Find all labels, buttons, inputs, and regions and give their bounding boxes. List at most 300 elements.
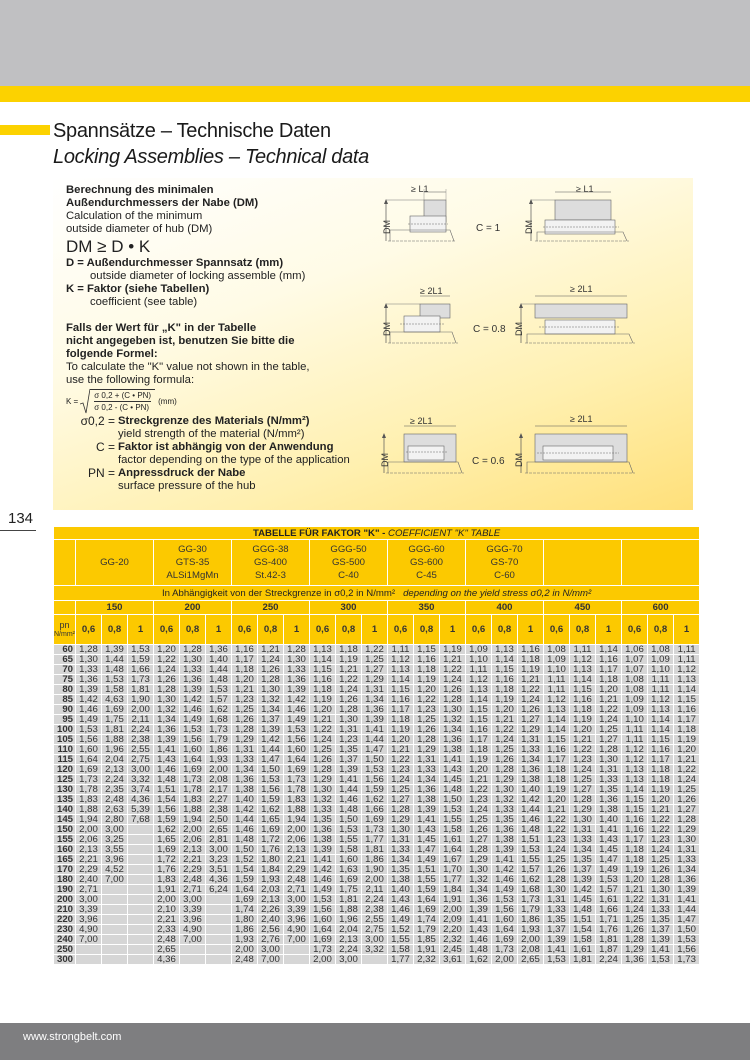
k-value-cell: 1,21 [492, 715, 518, 725]
k-value-cell: 2,76 [258, 935, 284, 945]
k-value-cell: 1,36 [466, 895, 492, 905]
k-value-cell: 1,44 [258, 745, 284, 755]
k-value-cell: 1,15 [414, 645, 440, 655]
k-value-cell: 1,22 [544, 815, 570, 825]
pn-value: 85 [54, 695, 76, 705]
k-value-cell: 1,26 [258, 665, 284, 675]
k-value-cell: 1,34 [362, 695, 388, 705]
k-value-cell: 1,39 [284, 685, 310, 695]
k-value-cell: 1,26 [414, 725, 440, 735]
k-value-cell: 1,18 [336, 645, 362, 655]
k-value-cell: 1,15 [570, 685, 596, 695]
k-value-cell: 1,39 [544, 935, 570, 945]
k-value-cell: 1,33 [674, 855, 700, 865]
k-value-cell: 1,20 [622, 875, 648, 885]
k-value-cell: 4,36 [128, 795, 154, 805]
k-value-cell: 1,49 [388, 915, 414, 925]
table-row [54, 915, 700, 925]
k-value-cell: 1,48 [336, 805, 362, 815]
material-name: C-40 [338, 570, 359, 581]
k-value-cell: 1,73 [180, 775, 206, 785]
k-value-cell: 1,16 [518, 645, 544, 655]
c-value-header: 1 [596, 615, 622, 645]
k-value-cell: 1,26 [622, 925, 648, 935]
k-value-cell: 2,71 [76, 885, 102, 895]
k-value-cell: 1,48 [206, 675, 232, 685]
k-value-cell: 1,30 [154, 695, 180, 705]
k-value-cell: 1,39 [102, 645, 128, 655]
c-value-header: 0,6 [622, 615, 648, 645]
k-value-cell: 1,41 [674, 895, 700, 905]
pn-label: pn [59, 619, 70, 630]
k-value-cell: 1,88 [76, 805, 102, 815]
k-value-cell: 1,18 [518, 655, 544, 665]
k-value-cell: 1,38 [596, 805, 622, 815]
k-value-cell: 2,56 [258, 925, 284, 935]
c-value-header: 0,6 [466, 615, 492, 645]
k-value-cell: 1,29 [466, 855, 492, 865]
k-value-cell: 1,43 [466, 925, 492, 935]
k-value-cell: 1,13 [622, 775, 648, 785]
k-value-cell: 1,42 [76, 695, 102, 705]
pn-value: 155 [54, 835, 76, 845]
k-value-cell: 2,10 [154, 905, 180, 915]
k-value-cell: 1,37 [648, 925, 674, 935]
k-value-cell: 1,62 [154, 825, 180, 835]
k-value-cell: 1,33 [596, 775, 622, 785]
k-value-cell: 1,33 [570, 835, 596, 845]
k-value-cell: 1,22 [310, 725, 336, 735]
def-en: surface pressure of the hub [118, 480, 256, 492]
k-definition-de: K = Faktor (siehe Tabellen) [66, 283, 210, 295]
k-value-cell: 1,30 [674, 835, 700, 845]
k-value-cell: 1,42 [492, 865, 518, 875]
k-value-cell: 1,12 [388, 655, 414, 665]
k-value-cell: 2,32 [414, 955, 440, 965]
material-name: St.42-3 [255, 570, 286, 581]
k-value-cell: 1,30 [648, 885, 674, 895]
k-value-cell [128, 945, 154, 955]
k-value-cell: 1,30 [336, 715, 362, 725]
k-value-cell: 2,06 [180, 835, 206, 845]
k-value-cell: 1,32 [310, 795, 336, 805]
k-value-cell: 1,44 [362, 735, 388, 745]
k-value-cell: 1,34 [154, 715, 180, 725]
k-value-cell: 1,15 [466, 715, 492, 725]
k-value-cell: 1,29 [232, 735, 258, 745]
k-value-cell: 1,87 [596, 945, 622, 955]
materials-row [54, 540, 700, 586]
k-value-cell: 1,73 [362, 825, 388, 835]
c06-label: C = 0.6 [472, 456, 505, 467]
k-value-cell: 1,69 [284, 765, 310, 775]
k-value-cell: 1,36 [232, 775, 258, 785]
k-value-cell: 1,40 [232, 795, 258, 805]
k-value-cell: 1,59 [232, 875, 258, 885]
pn-value: 125 [54, 775, 76, 785]
diagrams-area [370, 178, 690, 510]
c1-label: C = 1 [476, 223, 501, 234]
k-value-cell: 1,39 [674, 885, 700, 895]
k-value-cell: 2,20 [440, 925, 466, 935]
material-name: GS-600 [409, 557, 444, 568]
k-value-cell: 1,33 [284, 665, 310, 675]
k-value-cell: 1,59 [414, 885, 440, 895]
k-value-cell: 1,09 [622, 695, 648, 705]
k-value-cell: 1,22 [570, 745, 596, 755]
k-value-cell: 1,57 [206, 695, 232, 705]
k-value-cell: 1,19 [544, 785, 570, 795]
k-value-cell: 1,36 [492, 825, 518, 835]
k-value-cell: 1,18 [310, 685, 336, 695]
c-value-header: 0,8 [570, 615, 596, 645]
k-value-cell: 1,28 [232, 725, 258, 735]
k-value-cell: 1,53 [648, 955, 674, 965]
k-value-cell: 2,11 [128, 715, 154, 725]
k-value-cell: 1,53 [518, 845, 544, 855]
k-value-cell: 1,50 [440, 795, 466, 805]
pn-value: 145 [54, 815, 76, 825]
k-value-cell: 3,00 [206, 845, 232, 855]
diagram-c1-large [525, 186, 635, 246]
k-value-cell: 1,32 [466, 875, 492, 885]
table-row [54, 905, 700, 915]
k-value-cell: 1,21 [648, 805, 674, 815]
k-value-cell: 1,56 [362, 775, 388, 785]
k-value-cell: 1,28 [310, 765, 336, 775]
c-value-header: 1 [362, 615, 388, 645]
k-value-cell: 1,11 [570, 645, 596, 655]
k-value-cell: 1,45 [570, 895, 596, 905]
table-row [54, 795, 700, 805]
table-row [54, 735, 700, 745]
material-name: GG-20 [100, 557, 129, 568]
pn-value: 80 [54, 685, 76, 695]
k-value-cell: 1,14 [570, 675, 596, 685]
k-value-cell: 1,90 [128, 695, 154, 705]
k-value-cell: 1,08 [544, 645, 570, 655]
k-value-cell: 1,81 [362, 845, 388, 855]
k-value-cell: 2,00 [440, 905, 466, 915]
k-value-cell: 1,12 [622, 745, 648, 755]
k-value-cell: 1,33 [648, 905, 674, 915]
k-value-cell: 1,72 [154, 855, 180, 865]
material-name: GGG-50 [330, 544, 367, 555]
k-value-cell: 1,22 [518, 685, 544, 695]
k-value-cell: 2,03 [258, 885, 284, 895]
k-value-cell: 1,41 [414, 815, 440, 825]
k-value-cell: 1,50 [336, 815, 362, 825]
k-value-cell: 1,60 [492, 915, 518, 925]
definition-pn [66, 467, 366, 493]
k-value-cell: 1,26 [232, 715, 258, 725]
k-value-cell [128, 955, 154, 965]
k-value-cell: 1,44 [518, 805, 544, 815]
k-value-cell: 1,22 [674, 765, 700, 775]
k-value-cell: 3,96 [102, 855, 128, 865]
k-value-cell: 4,90 [284, 925, 310, 935]
k-value-cell: 2,00 [232, 945, 258, 955]
k-value-cell: 2,00 [362, 875, 388, 885]
k-value-cell: 1,51 [518, 835, 544, 845]
k-value-cell: 1,48 [154, 775, 180, 785]
k-value-cell: 1,28 [154, 685, 180, 695]
k-value-cell: 1,46 [76, 705, 102, 715]
k-value-cell: 1,78 [180, 785, 206, 795]
k-value-cell: 1,60 [310, 915, 336, 925]
table-row [54, 665, 700, 675]
k-value-cell: 1,68 [518, 885, 544, 895]
title-english: Locking Assemblies – Technical data [53, 146, 369, 168]
k-value-cell: 1,21 [336, 665, 362, 675]
k-value-cell: 1,17 [648, 755, 674, 765]
k-value-cell: 4,36 [206, 875, 232, 885]
k-value-cell: 2,48 [284, 875, 310, 885]
k-value-cell: 1,32 [258, 695, 284, 705]
k-value-cell: 1,36 [622, 955, 648, 965]
k-value-cell: 2,75 [362, 925, 388, 935]
k-value-cell: 1,25 [544, 855, 570, 865]
k-value-cell: 1,16 [492, 675, 518, 685]
k-value-cell: 1,21 [674, 755, 700, 765]
k-value-cell: 2,29 [284, 865, 310, 875]
k-value-cell: 3,00 [336, 955, 362, 965]
k-value-cell: 1,14 [596, 645, 622, 655]
k-value-cell: 1,22 [492, 725, 518, 735]
k-value-cell: 1,70 [440, 865, 466, 875]
k-value-cell: 1,81 [102, 725, 128, 735]
k-value-cell: 3,25 [102, 835, 128, 845]
k-value-cell: 1,16 [622, 825, 648, 835]
k-value-cell: 1,26 [492, 755, 518, 765]
k-value-cell: 1,62 [362, 795, 388, 805]
k-value-cell: 4,90 [76, 925, 102, 935]
k-value-cell: 1,53 [180, 725, 206, 735]
k-value-cell: 1,44 [102, 655, 128, 665]
k-value-cell: 1,56 [674, 945, 700, 955]
k-value-cell: 1,73 [206, 725, 232, 735]
k-value-cell: 1,62 [466, 955, 492, 965]
k-value-cell: 2,04 [102, 755, 128, 765]
k-value-cell: 1,08 [622, 675, 648, 685]
k-value-cell: 1,21 [310, 715, 336, 725]
k-value-cell: 1,81 [128, 685, 154, 695]
main-formula: DM ≥ D • K [66, 237, 151, 256]
k-value-cell: 1,19 [388, 725, 414, 735]
note-en-2: use the following formula: [66, 374, 195, 386]
k-value-cell: 1,77 [388, 955, 414, 965]
k-value-cell: 1,20 [544, 795, 570, 805]
k-value-cell [102, 925, 128, 935]
k-value-cell: 1,36 [414, 785, 440, 795]
k-value-cell: 1,38 [232, 785, 258, 795]
k-value-cell: 1,33 [414, 765, 440, 775]
k-value-cell: 1,25 [388, 785, 414, 795]
k-value-cell: 1,64 [180, 755, 206, 765]
k-value-cell: 3,51 [206, 865, 232, 875]
k-value-cell: 1,23 [466, 795, 492, 805]
k-value-cell: 1,86 [362, 855, 388, 865]
k-value-cell: 2,21 [284, 855, 310, 865]
k-value-cell: 1,25 [414, 715, 440, 725]
k-value-cell: 1,28 [622, 935, 648, 945]
k-value-cell: 1,53 [258, 775, 284, 785]
k-value-cell: 1,21 [232, 685, 258, 695]
k-value-cell: 1,42 [284, 695, 310, 705]
k-value-cell: 1,43 [388, 895, 414, 905]
k-value-cell: 1,68 [206, 715, 232, 725]
website-link[interactable]: www.strongbelt.com [23, 1031, 122, 1043]
k-value-cell: 1,55 [336, 835, 362, 845]
k-value-cell: 1,10 [648, 665, 674, 675]
k-value-cell: 2,75 [128, 755, 154, 765]
k-value-cell: 1,31 [518, 735, 544, 745]
k-value-cell: 2,35 [102, 785, 128, 795]
k-value-cell: 2,24 [362, 895, 388, 905]
k-value-cell: 1,41 [310, 855, 336, 865]
k-value-cell: 1,58 [388, 945, 414, 955]
table-row [54, 945, 700, 955]
k-value-cell: 1,21 [596, 695, 622, 705]
k-value-cell: 1,19 [622, 865, 648, 875]
k-value-cell: 3,96 [180, 915, 206, 925]
c-value-header: 0,8 [492, 615, 518, 645]
k-value-cell: 1,41 [336, 775, 362, 785]
k-value-cell: 1,65 [258, 815, 284, 825]
k-value-cell [206, 925, 232, 935]
k-value-cell: 1,40 [518, 785, 544, 795]
k-value-cell: 1,66 [128, 665, 154, 675]
k-value-cell: 1,57 [518, 865, 544, 875]
k-value-cell: 2,80 [102, 815, 128, 825]
material-name: GS-400 [253, 557, 288, 568]
table-row [54, 755, 700, 765]
k-value-cell: 1,41 [492, 855, 518, 865]
k-value-cell: 1,66 [362, 805, 388, 815]
pn-value: 115 [54, 755, 76, 765]
k-value-cell: 1,28 [674, 815, 700, 825]
k-value-cell: 1,28 [596, 745, 622, 755]
c-value-header: 0,6 [154, 615, 180, 645]
pn-value: 150 [54, 825, 76, 835]
def-de: Streckgrenze des Materials (N/mm²) [118, 415, 310, 427]
k-value-cell: 1,12 [674, 665, 700, 675]
k-value-cell: 2,40 [76, 875, 102, 885]
k-value-cell: 1,69 [180, 765, 206, 775]
k-value-cell: 1,88 [180, 805, 206, 815]
k-value-cell: 1,73 [284, 775, 310, 785]
k-value-cell: 1,31 [414, 755, 440, 765]
k-value-cell: 1,73 [128, 675, 154, 685]
k-value-cell: 1,33 [232, 755, 258, 765]
k-value-cell: 1,28 [414, 735, 440, 745]
k-value-cell: 1,60 [284, 745, 310, 755]
k-value-cell: 1,13 [570, 665, 596, 675]
k-value-cell: 1,14 [648, 715, 674, 725]
k-value-cell [76, 945, 102, 955]
k-value-cell: 2,00 [76, 825, 102, 835]
k-value-cell: 1,41 [362, 725, 388, 735]
table-row [54, 935, 700, 945]
k-value-cell: 1,11 [544, 675, 570, 685]
k-value-cell: 1,25 [674, 785, 700, 795]
k-value-cell: 1,39 [570, 875, 596, 885]
k-value-cell: 1,20 [310, 705, 336, 715]
k-value-cell: 1,29 [362, 675, 388, 685]
k-value-cell: 1,91 [414, 945, 440, 955]
k-value-cell: 1,18 [570, 705, 596, 715]
k-value-cell: 2,06 [284, 835, 310, 845]
k-value-cell: 1,31 [388, 835, 414, 845]
k-value-cell: 2,45 [440, 945, 466, 955]
k-value-cell: 1,31 [674, 845, 700, 855]
k-value-cell: 1,22 [466, 785, 492, 795]
k-value-cell: 2,13 [284, 845, 310, 855]
k-value-cell: 1,09 [466, 645, 492, 655]
k-value-cell: 1,53 [544, 955, 570, 965]
k-value-cell: 1,26 [648, 865, 674, 875]
title-marker [0, 125, 50, 135]
k-value-cell: 1,26 [544, 865, 570, 875]
k-value-cell: 1,19 [440, 645, 466, 655]
k-value-cell: 1,33 [544, 905, 570, 915]
material-name: GGG-60 [408, 544, 445, 555]
k-value-cell: 1,27 [674, 805, 700, 815]
k-value-cell: 1,75 [336, 885, 362, 895]
k-value-cell: 1,37 [258, 715, 284, 725]
k-value-cell: 2,09 [440, 915, 466, 925]
k-value-cell: 1,24 [310, 735, 336, 745]
k-value-cell: 1,49 [414, 855, 440, 865]
yield-group-header: 200 [154, 601, 232, 615]
pn-value: 105 [54, 735, 76, 745]
def-de: Faktor ist abhängig von der Anwendung [118, 441, 334, 453]
k-value-cell: 1,08 [622, 685, 648, 695]
k-value-cell: 1,93 [258, 875, 284, 885]
k-value-cell: 1,10 [466, 655, 492, 665]
k-value-cell: 1,49 [596, 865, 622, 875]
k-value-cell: 1,11 [648, 675, 674, 685]
k-value-cell: 2,24 [102, 775, 128, 785]
k-value-cell: 1,36 [674, 875, 700, 885]
dm-label: DM [382, 220, 392, 234]
k-value-cell [206, 905, 232, 915]
k-value-cell: 1,53 [674, 935, 700, 945]
k-value-cell [76, 955, 102, 965]
k-value-cell: 1,36 [596, 795, 622, 805]
k-value-cell: 1,49 [310, 885, 336, 895]
k-value-cell: 1,28 [570, 795, 596, 805]
k-value-cell: 1,69 [336, 875, 362, 885]
table-row [54, 745, 700, 755]
k-value-cell: 1,59 [258, 795, 284, 805]
k-value-cell: 1,78 [76, 785, 102, 795]
k-value-cell: 1,18 [648, 775, 674, 785]
k-value-cell [128, 875, 154, 885]
k-value-cell: 1,35 [596, 785, 622, 795]
table-row [54, 675, 700, 685]
pn-value: 140 [54, 805, 76, 815]
k-value-cell: 1,12 [570, 655, 596, 665]
k-value-cell: 1,31 [232, 745, 258, 755]
yield-group-header: 250 [232, 601, 310, 615]
k-value-cell: 1,64 [232, 885, 258, 895]
table-title-de: TABELLE FÜR FAKTOR "K" - [252, 527, 389, 539]
k-value-cell: 4,63 [102, 695, 128, 705]
pn-value: 160 [54, 845, 76, 855]
k-value-cell: 1,13 [544, 705, 570, 715]
k-value-cell: 1,53 [492, 895, 518, 905]
